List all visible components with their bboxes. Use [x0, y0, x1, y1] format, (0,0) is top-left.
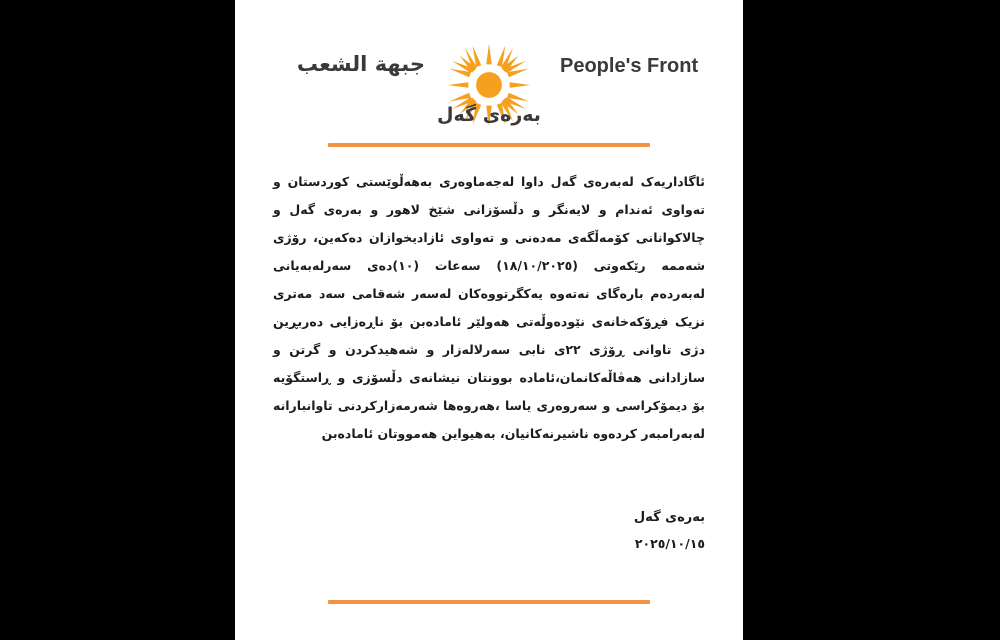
- organization-logo: [430, 8, 548, 126]
- brand-name-kurdish: بەرەی گەل: [437, 104, 541, 126]
- brand-name-english: People's Front: [560, 55, 699, 77]
- statement-body: ئاگاداریەک لەبەرەی گەل داوا لەجەماوەری بەهەڵوێستی کوردستان و تەواوی ئەندام و لایەنگر و دڵسۆزانی شێخ لاهور و بەرەی گەل و چالاکوانانی کۆمەڵگەی مەدەنی و تەواوی ئازادیخوازان دەکەین، رۆژی شەممە رێکەوتی (١٨/١٠/٢٠٢٥) سەعات (١٠)دەی سەرلەبەیانی لەبەردەم بارەگای نەتەوە یەکگرتووەکان لەسەر شەقامی سەد مەتری نزیک فڕۆکەخانەی نێودەوڵەتی هەولێر ئامادەبن بۆ ناڕەزایی دەربڕین دژی تاوانی ڕۆژی ٢٢ی نابی سەرلالەزار و شەهیدکردن و گرتن و سازادانی هەڤاڵەکانمان،ئامادە بوونتان نیشانەی دڵسۆزی و ڕاستگۆیە بۆ دیمۆکراسی و سەروەری یاسا ،هەروەها شەرمەزارکردنی تاوانبارانە لەبەرامبەر کردەوە ناشیرنەکانیان، بەهیواین هەمووتان ئامادەبن: [273, 174, 706, 441]
- divider-top: [328, 143, 650, 147]
- brand-name-arabic: جبهة الشعب: [296, 52, 425, 76]
- signature-name: بەرەی گەل: [633, 510, 705, 525]
- signature-date: ٢٠٢٥/١٠/١٥: [634, 536, 705, 551]
- divider-bottom: [328, 600, 650, 604]
- document-header: [235, 0, 743, 130]
- document-page: [235, 0, 743, 640]
- signature-block: [273, 505, 705, 557]
